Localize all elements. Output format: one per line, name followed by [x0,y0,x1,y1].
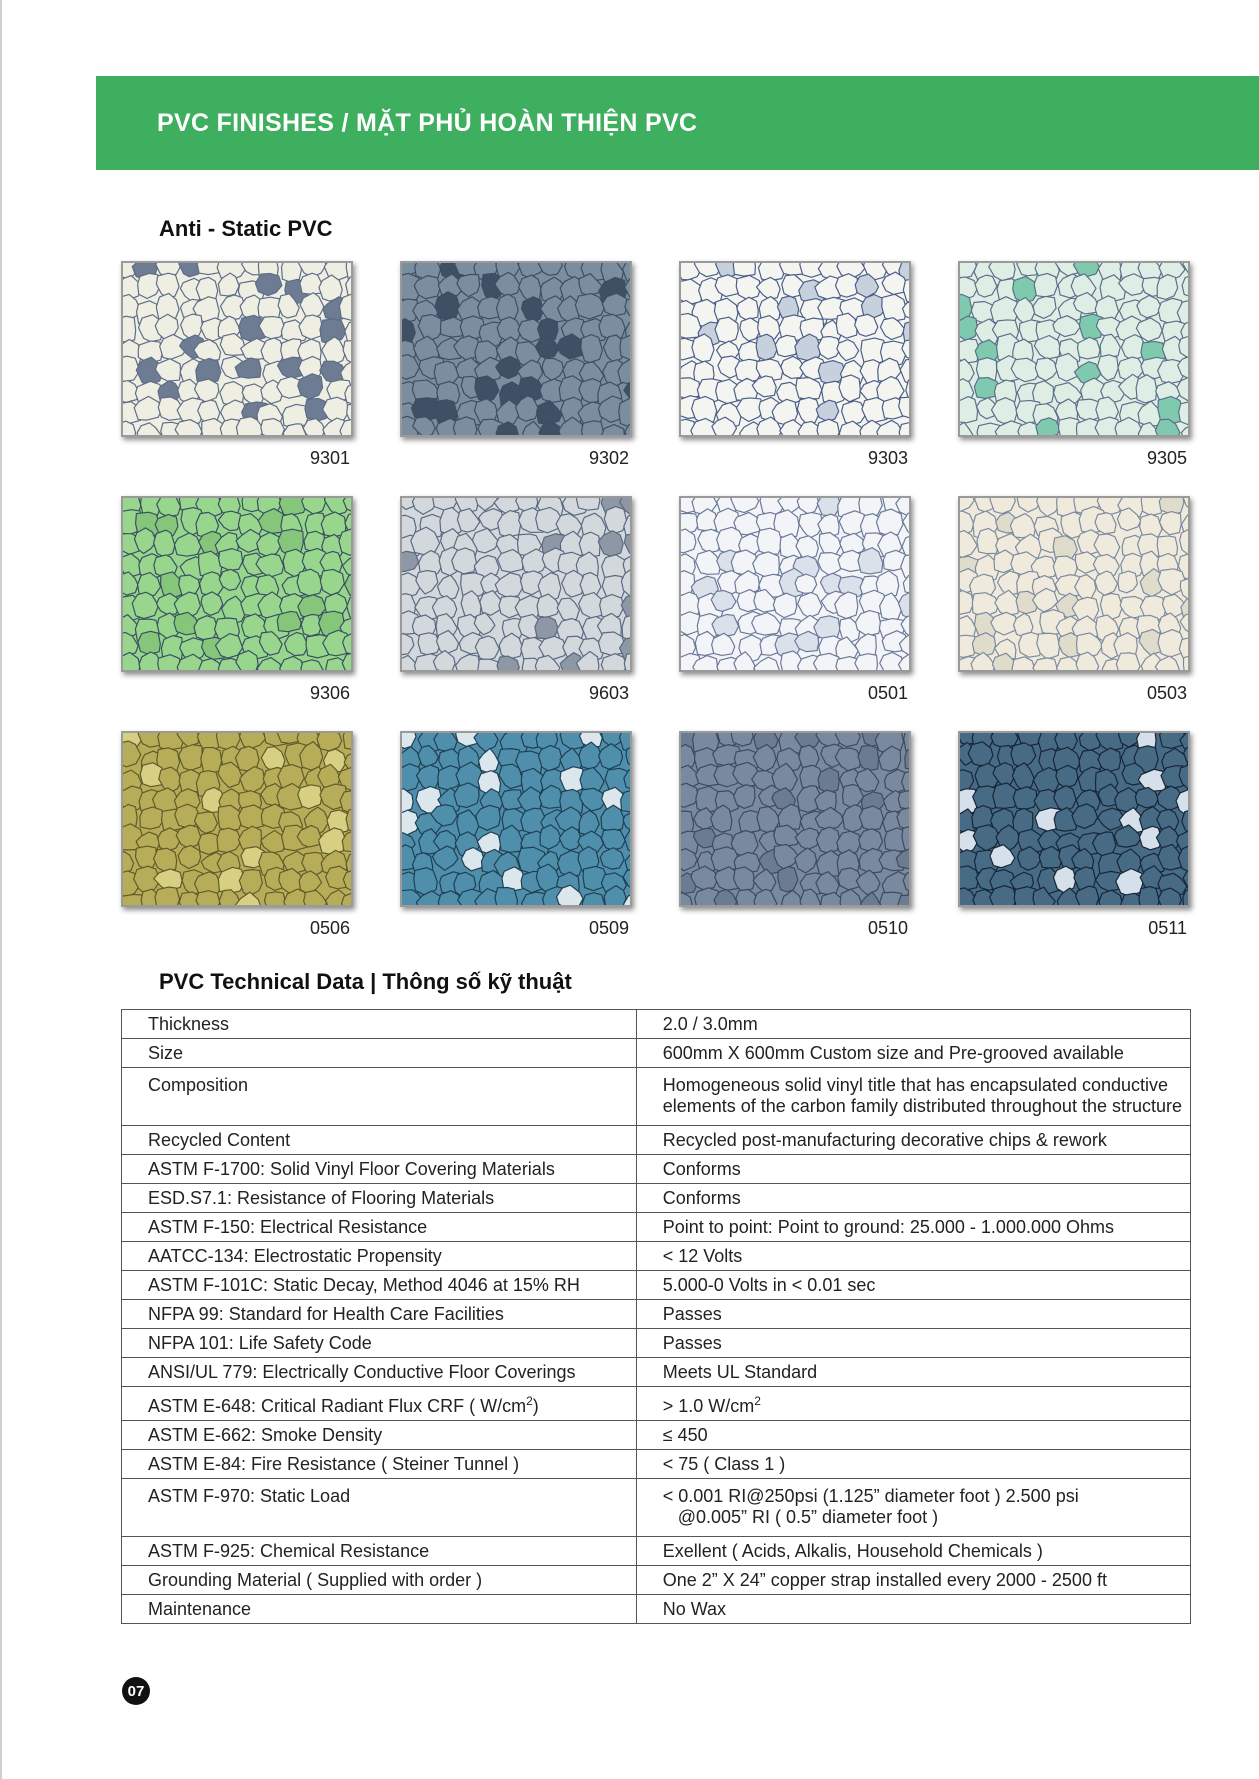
spec-label: ASTM F-150: Electrical Resistance [148,1217,428,1237]
spec-value: Conforms [662,1188,741,1208]
table-row [122,1213,1191,1242]
spec-value: Conforms [662,1159,741,1179]
technical-data-table [121,1009,1191,1624]
spec-label: Size [148,1043,184,1063]
spec-label-cell [122,1271,637,1300]
spec-label: ESD.S7.1: Resistance of Flooring Materials [148,1188,495,1208]
spec-label: ASTM E-662: Smoke Density [148,1425,383,1445]
swatch-code-label: 9301 [309,448,350,468]
table-row [122,1537,1191,1566]
spec-value-cell [636,1450,1190,1479]
spec-label-cell [122,1126,637,1155]
spec-value: 5.000-0 Volts in < 0.01 sec [662,1275,876,1295]
swatch-code-label: 0501 [867,683,908,703]
technical-section-title: PVC Technical Data | Thông số kỹ thuật [159,969,572,994]
spec-label: Composition [148,1075,249,1095]
table-row [122,1450,1191,1479]
swatch-code-label: 0509 [588,918,629,938]
spec-label-cell [122,1184,637,1213]
table-row [122,1242,1191,1271]
spec-label: ASTM E-84: Fire Resistance ( Steiner Tunnel ) [148,1454,520,1474]
spec-label-superscript: 2 [526,1394,533,1408]
spec-label-suffix: ) [532,1396,539,1416]
spec-label: NFPA 99: Standard for Health Care Facilities [148,1304,504,1324]
spec-label: ASTM F-925: Chemical Resistance [148,1541,430,1561]
table-row [122,1421,1191,1450]
spec-value-cell [636,1300,1190,1329]
table-row [122,1184,1191,1213]
spec-label-cell [122,1039,637,1068]
spec-value: 600mm X 600mm Custom size and Pre-grooved available [662,1043,1124,1063]
spec-value: < 0.001 RI@250psi (1.125” diameter foot ) 2.500 psi [662,1486,1079,1506]
spec-value-cell [636,1358,1190,1387]
spec-value-cell [636,1421,1190,1450]
spec-value: Exellent ( Acids, Alkalis, Household Chemicals ) [662,1541,1043,1561]
spec-value: Homogeneous solid vinyl title that has encapsulated conductive [662,1075,1169,1095]
table-row [122,1358,1191,1387]
swatch-0509 [400,731,632,907]
swatch-code-label: 9603 [588,683,629,703]
spec-label-cell [122,1450,637,1479]
swatch-9306 [121,496,353,672]
spec-value: ≤ 450 [662,1425,708,1445]
page-title: PVC FINISHES / MẶT PHỦ HOÀN THIỆN PVC [157,108,698,137]
spec-value: Passes [662,1304,722,1324]
spec-label-cell [122,1329,637,1358]
spec-value-cell [636,1126,1190,1155]
spec-value-cell [636,1155,1190,1184]
swatch-0511 [958,731,1190,907]
spec-label-cell [122,1566,637,1595]
swatch-0506 [121,731,353,907]
table-row [122,1068,1191,1126]
spec-value-cell [636,1479,1190,1537]
swatch-9301 [121,261,353,437]
swatch-0510 [679,731,911,907]
header-banner [96,76,1259,170]
swatch-9603 [400,496,632,672]
spec-value-superscript: 2 [754,1394,761,1408]
spec-value: 2.0 / 3.0mm [662,1014,758,1034]
spec-value-line-2: @0.005” RI ( 0.5” diameter foot ) [662,1507,939,1527]
swatch-9302 [400,261,632,437]
spec-value-line-2: elements of the carbon family distributed throughout the structure [662,1096,1182,1116]
spec-value-cell [636,1039,1190,1068]
spec-label-cell [122,1068,637,1126]
swatch-code-label: 0511 [1148,918,1187,938]
spec-label: ASTM F-970: Static Load [148,1486,351,1506]
table-row [122,1595,1191,1624]
spec-label: ANSI/UL 779: Electrically Conductive Floor Coverings [148,1362,576,1382]
spec-value-cell [636,1566,1190,1595]
spec-value-cell [636,1271,1190,1300]
spec-value-cell [636,1010,1190,1039]
spec-label: Recycled Content [148,1130,291,1150]
table-row [122,1566,1191,1595]
spec-value-cell [636,1329,1190,1358]
spec-value: Meets UL Standard [662,1362,818,1382]
swatch-9305 [958,261,1190,437]
spec-value: No Wax [662,1599,727,1619]
spec-value: > 1.0 W/cm [662,1396,755,1416]
table-row [122,1271,1191,1300]
page-number: 07 [122,1677,150,1705]
spec-label-cell [122,1479,637,1537]
spec-label-cell [122,1300,637,1329]
spec-value-cell [636,1537,1190,1566]
spec-label: Thickness [148,1014,230,1034]
spec-value: Recycled post-manufacturing decorative chips & rework [662,1130,1107,1150]
table-row [122,1155,1191,1184]
spec-label-cell [122,1421,637,1450]
table-row [122,1010,1191,1039]
spec-label-cell [122,1213,637,1242]
spec-value-cell [636,1184,1190,1213]
spec-label-cell [122,1242,637,1271]
spec-value-cell [636,1595,1190,1624]
swatch-9303 [679,261,911,437]
spec-label-cell [122,1537,637,1566]
swatch-code-label: 0503 [1146,683,1187,703]
finishes-section-title: Anti - Static PVC [159,216,333,241]
swatch-0503 [958,496,1190,672]
spec-label: ASTM F-101C: Static Decay, Method 4046 at 15% RH [148,1275,580,1295]
spec-label-cell [122,1010,637,1039]
spec-label: NFPA 101: Life Safety Code [148,1333,372,1353]
swatch-code-label: 0510 [867,918,908,938]
spec-value: Passes [662,1333,722,1353]
spec-value-cell [636,1068,1190,1126]
table-row [122,1479,1191,1537]
table-row [122,1387,1191,1421]
swatch-code-label: 9302 [588,448,629,468]
table-row [122,1126,1191,1155]
spec-value: < 75 ( Class 1 ) [662,1454,786,1474]
spec-label: ASTM F-1700: Solid Vinyl Floor Covering Materials [148,1159,555,1179]
table-row [122,1300,1191,1329]
spec-label-cell [122,1358,637,1387]
spec-label-cell [122,1595,637,1624]
spec-value: One 2” X 24” copper strap installed every 2000 - 2500 ft [662,1570,1107,1590]
swatch-code-label: 9303 [867,448,908,468]
spec-label-cell [122,1155,637,1184]
spec-value-cell [636,1242,1190,1271]
table-row [122,1329,1191,1358]
page-edge-rule [0,0,2,1779]
spec-value-cell [636,1387,1190,1421]
swatch-code-label: 9306 [309,683,350,703]
spec-label: Grounding Material ( Supplied with order ) [148,1570,483,1590]
spec-value-cell [636,1213,1190,1242]
table-row [122,1039,1191,1068]
spec-label: ASTM E-648: Critical Radiant Flux CRF ( W/cm [148,1396,527,1416]
spec-label: Maintenance [148,1599,252,1619]
swatch-0501 [679,496,911,672]
spec-value: Point to point: Point to ground: 25.000 - 1.000.000 Ohms [662,1217,1115,1237]
swatch-code-label: 0506 [309,918,350,938]
swatch-code-label: 9305 [1146,448,1187,468]
spec-label: AATCC-134: Electrostatic Propensity [148,1246,442,1266]
spec-label-cell [122,1387,637,1421]
spec-value: < 12 Volts [662,1246,743,1266]
